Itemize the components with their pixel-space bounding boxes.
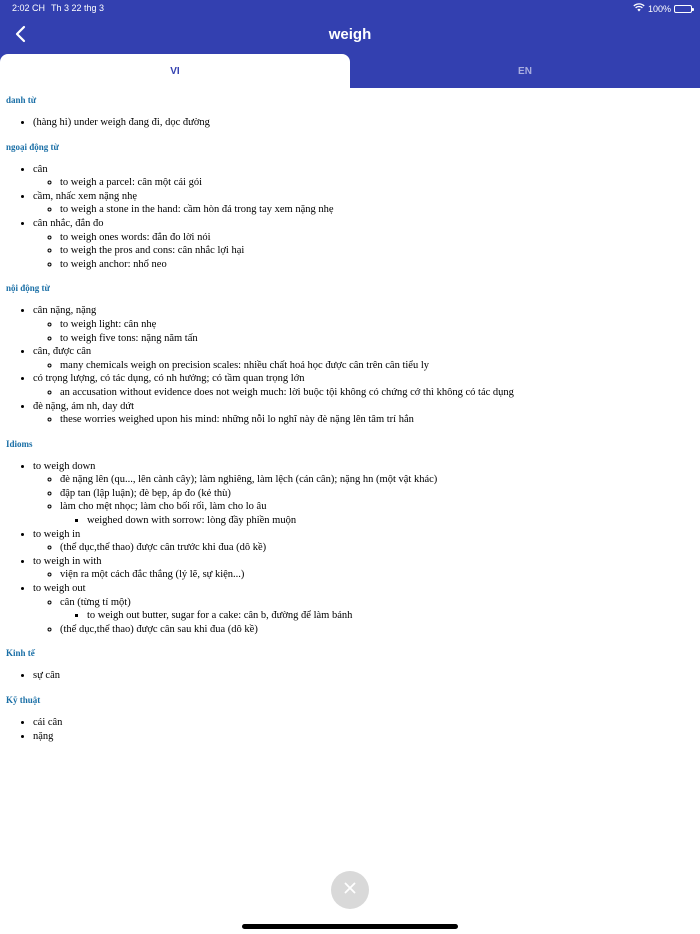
status-date: Th 3 22 thg 3 bbox=[51, 3, 105, 13]
definition-list bbox=[33, 413, 700, 427]
definition-list bbox=[60, 514, 700, 528]
list-item-text: to weigh a stone in the hand: cầm hòn đá trong tay xem nặng nhẹ bbox=[60, 204, 334, 216]
section-heading: danh từ bbox=[6, 95, 37, 105]
definition-list bbox=[33, 386, 700, 400]
section-heading: nội động từ bbox=[6, 283, 50, 294]
list-item bbox=[33, 582, 700, 636]
definition-list bbox=[0, 163, 700, 272]
list-item bbox=[33, 528, 700, 555]
list-item bbox=[60, 318, 700, 332]
definition-list bbox=[33, 596, 700, 637]
definition-list bbox=[0, 460, 700, 637]
definition-list bbox=[33, 541, 700, 555]
list-item bbox=[60, 473, 700, 487]
list-item bbox=[60, 359, 700, 373]
list-item-text: cân (từng tí một) bbox=[60, 596, 131, 608]
list-item bbox=[60, 176, 700, 190]
list-item-text: to weigh the pros and cons: cân nhắc lợi hại bbox=[60, 245, 245, 257]
list-item-text: sự cân bbox=[33, 670, 60, 682]
definition-list bbox=[33, 318, 700, 345]
list-item bbox=[60, 500, 700, 527]
list-item bbox=[60, 386, 700, 400]
navigation-bar bbox=[0, 18, 700, 54]
list-item-text: cân nặng, nặng bbox=[33, 305, 97, 317]
list-item bbox=[33, 400, 700, 427]
list-item bbox=[60, 332, 700, 346]
battery-icon bbox=[674, 5, 692, 13]
list-item bbox=[60, 541, 700, 555]
list-item-text: làm cho mệt nhọc; làm cho bối rối, làm cho lo âu bbox=[60, 501, 267, 513]
list-item-text: weighed down with sorrow: lòng đầy phiền muộn bbox=[87, 515, 297, 527]
definition-list bbox=[33, 359, 700, 373]
list-item-text: nặng bbox=[33, 730, 54, 742]
list-item-text: cái cân bbox=[33, 717, 63, 728]
definition-list bbox=[33, 568, 700, 582]
list-item-text: có trọng lượng, có tác dụng, có nh hưởng; có tầm quan trọng lớn bbox=[33, 373, 305, 385]
list-item bbox=[33, 730, 700, 744]
list-item-text: viện ra một cách đắc thắng (lý lẽ, sự kiện...) bbox=[60, 569, 245, 581]
list-item-text: (thể dục,thể thao) được cân trước khi đua (dô kề) bbox=[60, 542, 267, 554]
definition-list bbox=[33, 231, 700, 272]
status-time: 2:02 CH bbox=[12, 3, 46, 13]
list-item bbox=[33, 345, 700, 372]
list-item-text: cân nhắc, đắn đo bbox=[33, 217, 104, 229]
list-item-text: to weigh five tons: nặng năm tấn bbox=[60, 332, 198, 344]
definition-content bbox=[0, 88, 700, 754]
list-item-text: cân, được cân bbox=[33, 346, 92, 358]
list-item bbox=[60, 244, 700, 258]
list-item-text: to weigh down bbox=[33, 460, 96, 472]
wifi-icon bbox=[633, 3, 645, 14]
list-item-text: to weigh anchor: nhổ neo bbox=[60, 258, 167, 270]
list-item bbox=[33, 217, 700, 271]
list-item bbox=[33, 460, 700, 528]
list-item-text: to weigh light: cân nhẹ bbox=[60, 318, 157, 330]
list-item-text: to weigh ones words: đắn đo lời nói bbox=[60, 231, 211, 243]
list-item-text: to weigh out butter, sugar for a cake: cân b, đường để làm bánh bbox=[87, 610, 353, 622]
list-item bbox=[87, 609, 700, 623]
list-item bbox=[33, 304, 700, 345]
list-item-text: cân bbox=[33, 163, 48, 175]
list-item bbox=[33, 669, 700, 683]
status-bar bbox=[0, 0, 700, 18]
section-heading: Idioms bbox=[6, 438, 33, 449]
list-item-text: (hàng hi) under weigh đang đi, dọc đường bbox=[33, 117, 210, 128]
definition-list bbox=[33, 203, 700, 217]
list-item-text: to weigh in bbox=[33, 528, 81, 540]
definition-list bbox=[33, 473, 700, 527]
definition-list bbox=[33, 176, 700, 190]
list-item-text: many chemicals weigh on precision scales: nhiều chất hoá học được cân trên cân tiểu ly bbox=[60, 359, 429, 371]
list-item bbox=[60, 258, 700, 272]
definition-list bbox=[0, 669, 700, 683]
home-indicator bbox=[242, 924, 458, 929]
list-item-text: đè nặng lên (qu..., lên cành cây); làm nghiêng, làm lệch (cán cân); nặng hn (một vật khác) bbox=[60, 474, 438, 486]
status-right bbox=[633, 3, 692, 14]
tab-vi[interactable]: VI bbox=[0, 54, 350, 88]
tab-en[interactable]: EN bbox=[518, 65, 532, 77]
list-item-text: đè nặng, ám nh, day dứt bbox=[33, 400, 135, 412]
list-item bbox=[33, 716, 700, 730]
list-item-text: đập tan (lập luận); đè bẹp, áp đo (kẻ thù) bbox=[60, 487, 231, 499]
close-icon bbox=[344, 881, 356, 899]
list-item bbox=[33, 116, 700, 130]
battery-percent: 100% bbox=[647, 3, 671, 14]
definition-list bbox=[60, 609, 700, 623]
list-item bbox=[60, 413, 700, 427]
definition-list bbox=[0, 304, 700, 426]
list-item bbox=[60, 487, 700, 501]
list-item bbox=[60, 568, 700, 582]
list-item bbox=[33, 372, 700, 399]
list-item-text: to weigh in with bbox=[33, 555, 102, 567]
section-heading: Kinh tế bbox=[6, 648, 35, 659]
list-item bbox=[33, 163, 700, 190]
list-item bbox=[87, 514, 700, 528]
list-item bbox=[33, 190, 700, 217]
list-item bbox=[33, 555, 700, 582]
list-item-text: an accusation without evidence does not weigh much: lời buộc tội không có chứng cớ thì không có tác dụng bbox=[60, 386, 514, 398]
language-tabs bbox=[0, 54, 700, 88]
list-item-text: these worries weighed upon his mind: những nỗi lo nghĩ này đè nặng lên tâm trí hắn bbox=[60, 414, 414, 426]
list-item bbox=[60, 596, 700, 623]
list-item bbox=[60, 623, 700, 637]
list-item-text: to weigh out bbox=[33, 583, 86, 595]
section-heading: ngoại động từ bbox=[6, 141, 59, 152]
list-item-text: cầm, nhấc xem nặng nhẹ bbox=[33, 190, 138, 202]
definition-list bbox=[0, 716, 700, 743]
list-item-text: to weigh a parcel: cân một cái gói bbox=[60, 177, 202, 189]
definition-list bbox=[0, 116, 700, 130]
page-title: weigh bbox=[328, 26, 372, 43]
list-item-text: (thể dục,thể thao) được cân sau khi đua (dô kề) bbox=[60, 623, 258, 635]
close-button[interactable] bbox=[331, 871, 369, 909]
list-item bbox=[60, 203, 700, 217]
list-item bbox=[60, 231, 700, 245]
section-heading: Kỹ thuật bbox=[6, 695, 41, 705]
